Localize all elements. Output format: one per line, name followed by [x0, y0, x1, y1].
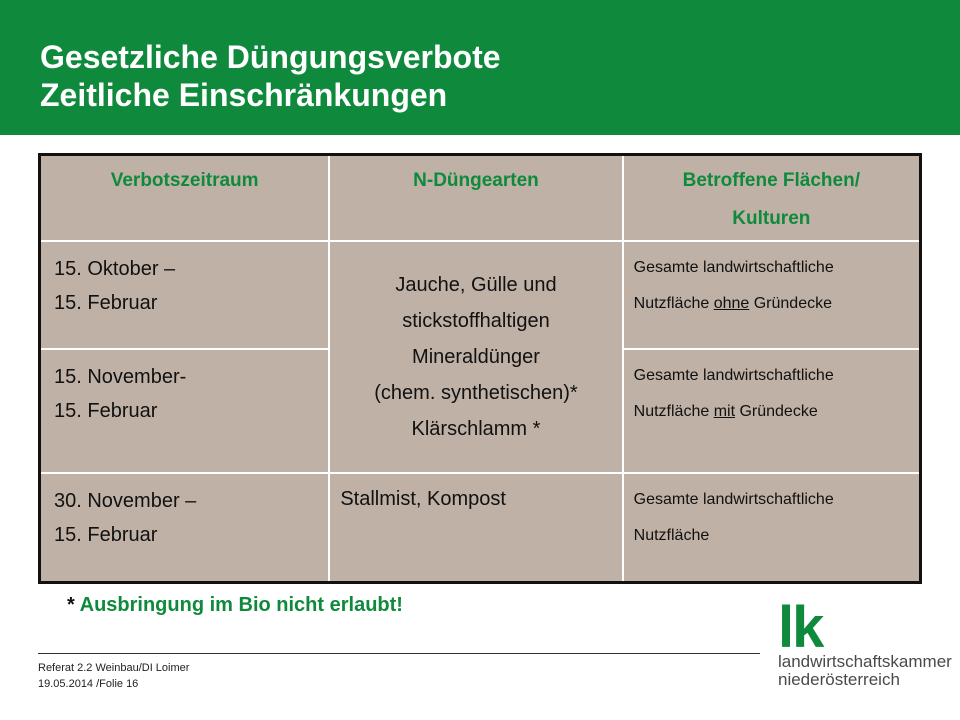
period-cell — [40, 349, 330, 473]
table-header-row — [40, 155, 921, 241]
fertilizer-line: Klärschlamm * — [411, 417, 541, 440]
area-text: Nutzfläche — [633, 294, 714, 312]
header-fertilizer: N-Düngearten — [329, 155, 622, 241]
slide-title — [40, 38, 501, 114]
lk-logo-mark: lk — [778, 595, 823, 660]
period-cell — [40, 241, 330, 349]
footer-date-slide: 19.05.2014 /Folie 16 — [38, 678, 139, 690]
period-end: 15. Februar — [54, 291, 158, 314]
area-cell — [623, 241, 921, 349]
restrictions-table — [38, 153, 922, 584]
area-underlined-word: ohne — [713, 294, 750, 312]
table-row — [40, 473, 921, 583]
slide-title-line1: Gesetzliche Düngungsverbote — [40, 39, 501, 75]
area-text: Gründecke — [735, 402, 818, 420]
area-text: Nutzfläche — [633, 402, 714, 420]
period-start: 15. Oktober – — [54, 257, 176, 280]
period-cell — [40, 473, 330, 583]
title-bar — [0, 0, 960, 135]
footnote-asterisk: * — [67, 594, 75, 616]
table-row — [40, 241, 921, 349]
fertilizer-line: Mineraldünger — [412, 345, 540, 368]
fertilizer-line: Jauche, Gülle und — [395, 273, 557, 296]
lk-logo — [778, 595, 952, 695]
fertilizer-merged-cell — [329, 241, 622, 473]
area-cell — [623, 349, 921, 473]
header-areas-line1: Betroffene Flächen/ — [682, 170, 860, 191]
fertilizer-line: (chem. synthetischen)* — [374, 381, 578, 404]
lk-logo-line1: landwirtschaftskammer — [778, 652, 952, 671]
area-line1: Gesamte landwirtschaftliche — [633, 366, 834, 384]
area-underlined-word: mit — [713, 402, 736, 420]
period-start: 15. November- — [54, 365, 187, 388]
period-end: 15. Februar — [54, 399, 158, 422]
fertilizer-line: stickstoffhaltigen — [402, 309, 550, 332]
header-areas — [623, 155, 921, 241]
footnote — [67, 594, 403, 617]
area-line2: Nutzfläche — [633, 526, 710, 544]
area-line1: Gesamte landwirtschaftliche — [633, 258, 834, 276]
header-areas-line2: Kulturen — [732, 208, 811, 229]
area-line2 — [634, 394, 919, 430]
footer-author: Referat 2.2 Weinbau/DI Loimer — [38, 662, 190, 674]
lk-logo-line2: niederösterreich — [778, 670, 900, 689]
period-end: 15. Februar — [54, 523, 158, 546]
footer-divider — [38, 653, 760, 654]
area-cell — [623, 473, 921, 583]
area-line1: Gesamte landwirtschaftliche — [633, 490, 834, 508]
area-line2 — [634, 286, 919, 322]
footnote-text: Ausbringung im Bio nicht erlaubt! — [79, 594, 403, 616]
footer-reference — [38, 660, 189, 692]
period-start: 30. November – — [54, 489, 197, 512]
fertilizer-cell: Stallmist, Kompost — [329, 473, 622, 583]
header-period: Verbotszeitraum — [40, 155, 330, 241]
area-text: Gründecke — [749, 294, 832, 312]
slide-title-line2: Zeitliche Einschränkungen — [40, 77, 448, 113]
